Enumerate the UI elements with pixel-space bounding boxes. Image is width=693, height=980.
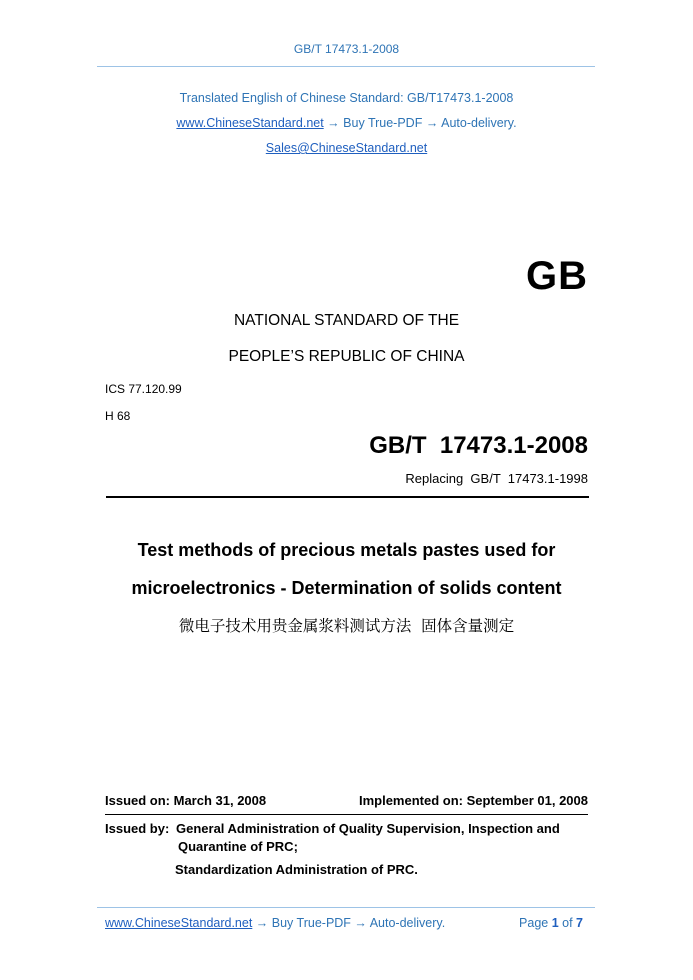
title-chinese: 微电子技术用贵金属浆料测试方法 固体含量测定 bbox=[178, 617, 515, 635]
issuer-1-line-2: Quarantine of PRC; bbox=[178, 839, 298, 854]
page-label: Page bbox=[519, 916, 552, 930]
arrow-right-icon: → bbox=[323, 116, 344, 130]
gb-mark: GB bbox=[526, 254, 588, 298]
title-divider bbox=[106, 496, 589, 498]
translation-notice: Translated English of Chinese Standard: GB/T17473.1-2008 bbox=[179, 91, 514, 105]
issue-divider bbox=[105, 814, 588, 815]
footer-purchase-line bbox=[105, 916, 445, 930]
page-current: 1 bbox=[551, 916, 559, 930]
footer-divider bbox=[97, 907, 595, 908]
sales-email-link[interactable]: Sales@ChineseStandard.net bbox=[265, 141, 428, 155]
implemented-on-date: Implemented on: September 01, 2008 bbox=[358, 793, 588, 808]
h-code: H 68 bbox=[105, 409, 131, 423]
issuer-1-line-1: General Administration of Quality Supervision, Inspection and bbox=[176, 821, 560, 836]
buy-pdf-text: Buy True-PDF bbox=[343, 116, 423, 130]
footer-site-link[interactable]: www.ChineseStandard.net bbox=[105, 916, 253, 930]
page-of: of bbox=[558, 916, 577, 930]
page-indicator bbox=[519, 916, 583, 930]
header-divider bbox=[97, 66, 595, 67]
national-standard-line-1: NATIONAL STANDARD OF THE bbox=[233, 312, 460, 329]
title-line-1: Test methods of precious metals pastes used for bbox=[137, 540, 556, 560]
issued-on-date: Issued on: March 31, 2008 bbox=[105, 793, 267, 808]
purchase-line bbox=[0, 116, 693, 130]
footer-buy-text: → Buy True-PDF → Auto-delivery. bbox=[252, 916, 446, 930]
running-header: GB/T 17473.1-2008 bbox=[293, 42, 400, 56]
site-link[interactable]: www.ChineseStandard.net bbox=[176, 116, 324, 130]
national-standard-line-2: PEOPLE’S REPUBLIC OF CHINA bbox=[228, 348, 465, 365]
issued-by-label: Issued by: bbox=[105, 821, 170, 836]
ics-code: ICS 77.120.99 bbox=[105, 382, 182, 396]
page-total: 7 bbox=[576, 916, 583, 930]
issuer-2: Standardization Administration of PRC. bbox=[175, 862, 418, 877]
title-line-2: microelectronics - Determination of solids content bbox=[131, 578, 562, 598]
auto-delivery-text: Auto-delivery. bbox=[441, 116, 517, 130]
arrow-right-icon: → bbox=[422, 116, 442, 130]
replacing-note: Replacing GB/T 17473.1-1998 bbox=[405, 471, 588, 486]
sales-line bbox=[0, 141, 693, 155]
standard-number: GB/T 17473.1-2008 bbox=[369, 432, 588, 459]
